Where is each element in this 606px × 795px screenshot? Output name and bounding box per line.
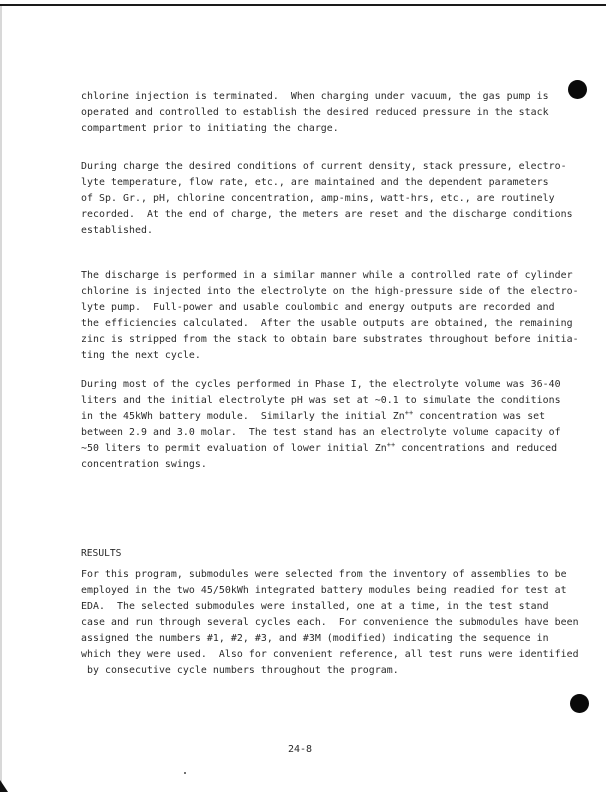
text-line-with-superscript — [81, 441, 558, 457]
text-line: During charge the desired conditions of current density, stack pressure, electro- — [81, 161, 567, 172]
text-line: zinc is stripped from the stack to obtain bare substrates throughout before initia- — [81, 334, 579, 345]
text-line: chlorine is injected into the electrolyte on the high-pressure side of the electro- — [81, 286, 579, 297]
text-line: During most of the cycles performed in Phase I, the electrolyte volume was 36-40 — [81, 379, 561, 390]
text-line: operated and controlled to establish the desired reduced pressure in the stack — [81, 107, 549, 118]
text-line: concentration swings. — [81, 459, 207, 470]
text-line: of Sp. Gr., pH, chlorine concentration, amp-mins, watt-hrs, etc., are routinely — [81, 193, 555, 204]
superscript-charge: ++ — [386, 441, 396, 449]
paragraph-discharge — [81, 268, 579, 364]
paragraph-chlorine-injection — [81, 89, 549, 137]
text-line: compartment prior to initiating the charge. — [81, 123, 339, 134]
text-segment: concentration was set — [413, 411, 546, 422]
text-segment: ∼50 liters to permit evaluation of lower initial Zn — [81, 443, 387, 454]
text-line: the efficiencies calculated. After the usable outputs are obtained, the remaining — [81, 318, 573, 329]
section-heading-results: RESULTS — [81, 548, 122, 559]
binder-hole-bottom — [570, 694, 589, 713]
text-line: The discharge is performed in a similar manner while a controlled rate of cylinder — [81, 270, 573, 281]
text-line-with-superscript — [81, 409, 546, 425]
text-line: case and run through several cycles each. For convenience the submodules have been — [81, 617, 579, 628]
text-line: EDA. The selected submodules were installed, one at a time, in the test stand — [81, 601, 549, 612]
scan-speck — [184, 772, 186, 774]
paragraph-during-charge — [81, 159, 573, 239]
text-line: lyte pump. Full-power and usable coulombic and energy outputs are recorded and — [81, 302, 555, 313]
text-line: lyte temperature, flow rate, etc., are maintained and the dependent parameters — [81, 177, 549, 188]
superscript-charge: ++ — [404, 409, 414, 417]
paragraph-phase-one-cycles — [81, 377, 561, 473]
text-line: chlorine injection is terminated. When charging under vacuum, the gas pump is — [81, 91, 549, 102]
text-line: For this program, submodules were selected from the inventory of assemblies to be — [81, 569, 567, 580]
text-line: between 2.9 and 3.0 molar. The test stand has an electrolyte volume capacity of — [81, 427, 561, 438]
page-number: 24-8 — [288, 744, 313, 755]
left-edge-shadow — [0, 6, 2, 786]
text-segment: concentrations and reduced — [395, 443, 558, 454]
text-line: which they were used. Also for convenient reference, all test runs were identified — [81, 649, 579, 660]
top-edge-rule — [0, 4, 606, 6]
text-line: liters and the initial electrolyte pH was set at ∼0.1 to simulate the conditions — [81, 395, 561, 406]
text-line: by consecutive cycle numbers throughout the program. — [81, 665, 399, 676]
text-line: ting the next cycle. — [81, 350, 201, 361]
binder-hole-top — [568, 80, 587, 99]
text-line: assigned the numbers #1, #2, #3, and #3M (modified) indicating the sequence in — [81, 633, 549, 644]
text-segment: in the 45kWh battery module. Similarly the initial Zn — [81, 411, 405, 422]
corner-scan-mark — [0, 780, 8, 792]
text-line: established. — [81, 225, 153, 236]
paragraph-results — [81, 567, 579, 679]
text-line: employed in the two 45/50kWh integrated battery modules being readied for test at — [81, 585, 567, 596]
text-line: recorded. At the end of charge, the meters are reset and the discharge conditions — [81, 209, 573, 220]
